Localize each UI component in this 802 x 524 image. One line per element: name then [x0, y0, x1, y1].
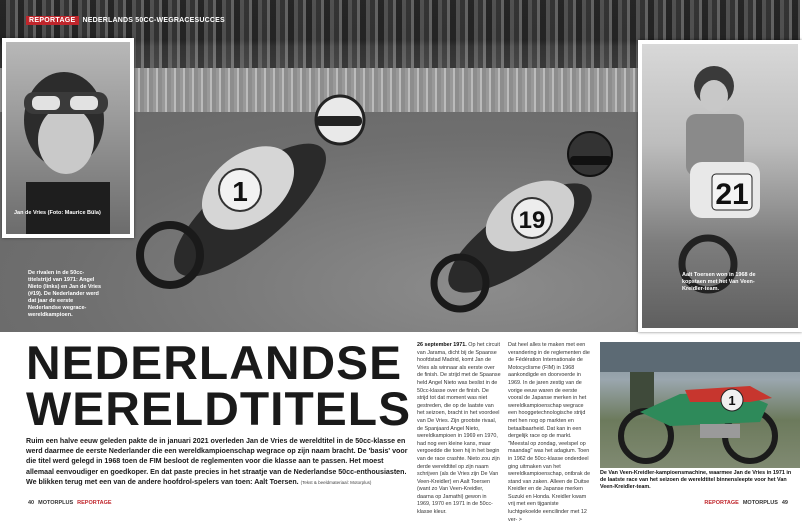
column-2-text: Dat heel alles te maken met een verandering in de reglementen die de Fédération Internationale de Motocyclisme (FIM) in 1968 aankondigde en doorvoerde in 1969. In de jaren zestig van de vorige eeuw waren de eerste vooral de Japanse merken in het wereldkampioenschap wegrace een hooggetechnologische strijd met hen nog op markten en betaalbaarheid. Dat kan in een dergelijk race op de markt. "Meestal op zondag, veelspel op maandag" was het adagium. Toen in 1962 de 50cc-klasse onderdeel ging uitmaken van het wereldkampioenschap, ontbrak de stand van zaken. Alleen de Duitse Kreidler en de Japanse merken Suzuki en Honda. Kreidler kwam vrij met een tijganiste luchtgekoelde eencilinder met 12 ver- >: [508, 342, 591, 523]
headline-line-1: NEDERLANDSE: [26, 336, 403, 389]
intro-credit: (Tekst & beeldmateriaal: Motorplus): [300, 479, 372, 485]
intro-text: Ruim een halve eeuw geleden pakte de in januari 2021 overleden Jan de Vries de wereldtitel in de 50cc-klasse en werd daarmee de eerste Nederlander die een wereldkampioenschap wegrace op zijn naam bracht. De 'basis' voor die titel werd gelegd in 1968 toen de FIM besloot de reglementen voor die klasse aan te passen. Het moest allemaal eenvoudiger en goedkoper. En dat paste precies in het straatje van de Nederlandse 50cc-enthousiasten. We blikken terug met een van de andere hoofdrol-spelers van toen: Aalt Toersen.: [26, 437, 408, 486]
headline-line-2: WERELDTITELS: [26, 382, 412, 435]
motorcycle-rider-2: [420, 118, 630, 318]
kreidler-bike-photo: [600, 342, 800, 468]
race-number-19: 19: [518, 207, 546, 234]
right-inset-caption: Aalt Toersen won in 1968 de kopstaen met het Van Veen-Kreidler-team.: [682, 272, 756, 292]
bike-race-number: 1: [728, 393, 736, 408]
portrait-figure: [6, 42, 130, 234]
article-headline: [26, 336, 412, 435]
motorcycle-rider-1: [130, 70, 360, 290]
article-column-2: [508, 342, 592, 523]
kreidler-motorcycle: [600, 342, 800, 468]
right-brand: MOTORPLUS: [742, 500, 778, 506]
portrait-inset-aalt-toersen: [638, 40, 802, 332]
right-section: REPORTAGE: [704, 500, 739, 506]
section-tag: [26, 15, 225, 26]
article-intro: [26, 436, 408, 488]
section-subtitle: NEDERLANDS 50CC-WEGRACESUCCES: [82, 17, 225, 24]
main-photo-caption: De rivalen in de 50cc-titelstrijd van 1971: Angel Nieto (links) en Jan de Vries (#19). De Nederlander werd dat jaar de eerste Nederlandse wegrace-wereldkampioen.: [28, 270, 102, 318]
left-page-footer: [28, 500, 112, 506]
article-column-1: [417, 342, 501, 516]
left-section: REPORTAGE: [77, 500, 112, 506]
race-number-21: 21: [715, 178, 749, 211]
portrait-caption: Jan de Vries (Foto: Maurice Büla): [14, 210, 101, 216]
right-page-footer: [704, 500, 788, 506]
right-page-number: 49: [781, 500, 788, 506]
race-number-1: 1: [232, 176, 248, 207]
section-label: REPORTAGE: [26, 16, 79, 25]
column-1-text: Op het circuit van Jarama, dicht bij de Spaanse hoofdstad Madrid, komt Jan de Vries als winnaar als eerste over de finish. De strijd met de Spaanse held Angel Nieto was beslist in de 50cc-klasse over de finish. De strijd tot dat moment was niet gestreden, die op de laatste van het seizoen, bracht in het voordeel van De Vries. Zijn grootste rivaal, de Spanjaard Angel Nieto, wereldkampioen in 1969 en 1970, had nog een kleine kans, maar vergoedde die toen hij in het begin van de race crashte. Nieto zou zijn derde wereldtitel op zijn naam schrijven (als de Vries zijn De Van Veen-Kreidler) en Aalt Toersen (want zo Van Veen-Kreidler, daarna op Jamathi) gewon in 1969, 1970 en 1971 in de 50cc-klasse kleur.: [417, 342, 501, 516]
left-page-number: 40: [28, 500, 35, 506]
column-1-lead: 26 september 1971.: [417, 342, 467, 348]
left-brand: MOTORPLUS: [38, 500, 74, 506]
bike-photo-caption: De Van Veen-Kreidler-kampioensmachine, waarmee Jan de Vries in 1971 in de laatste race van het seizoen de wereldtitel binnensleepte voor het Van Veen-Kreidler-team.: [600, 470, 792, 490]
portrait-inset-jan-de-vries: [2, 38, 134, 238]
